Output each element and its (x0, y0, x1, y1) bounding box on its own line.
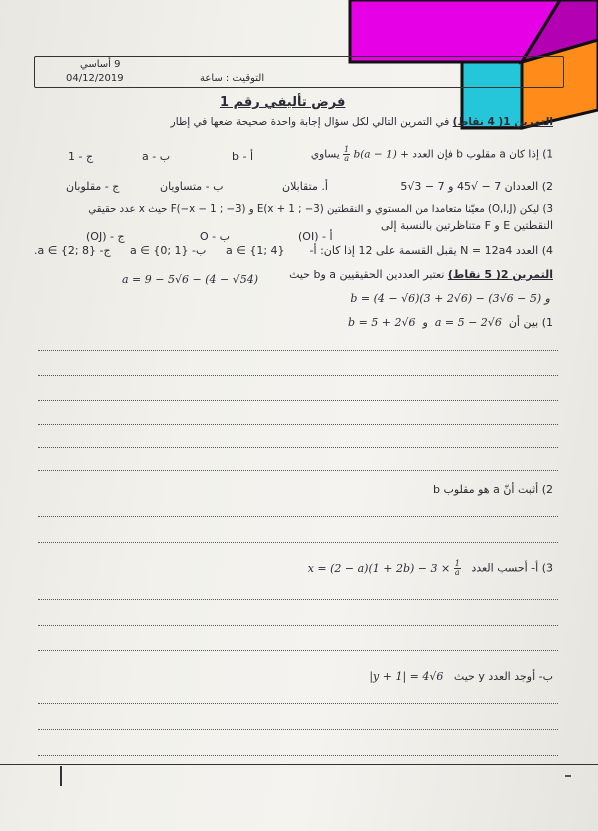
ex1-q1-expr: b(a − 1) + (353, 148, 409, 161)
ex2-q1 (348, 316, 553, 330)
answer-line[interactable] (38, 470, 558, 471)
ex1-q3-text: 3) ليكن (O,I,J) معيّنا متعامدا من المستوي و النقطتين E(x + 1 ; −3) و F(−x − 1 ; −3) حيث x عدد حقيقي (88, 204, 553, 215)
ex1-q1-option-a[interactable]: أ - b (232, 150, 254, 163)
exam-date: 04/12/2019 (66, 73, 124, 84)
ex1-q4-option-a[interactable]: a ∈ {1; 4} (226, 244, 285, 257)
answer-line[interactable] (38, 729, 558, 730)
answer-line[interactable] (38, 625, 558, 626)
ex1-q3-option-b[interactable]: ب - O (200, 230, 230, 243)
answer-line[interactable] (38, 350, 558, 351)
ex2-q1-a: a = 5 − 2√6 (434, 316, 502, 329)
ex2-b-definition: و b = (4 − √6)(3 + 2√6) − (3√6 − 5) (350, 292, 550, 305)
ex1-q4-option-b[interactable]: ب- a ∈ {0; 1} (130, 244, 207, 257)
ex1-q3-option-a[interactable]: أ - (OI) (298, 230, 333, 243)
ex1-q1-text: 1) إذا كان a مقلوب b فإن العدد (412, 148, 553, 161)
ex2-q3a-expr-wrap (307, 559, 461, 577)
page-bottom-rule (0, 764, 598, 765)
ex1-q1-fraction: $\frac{1}{a}$ (344, 145, 350, 163)
ex1-instruction: في التمرين التالي لكل سؤال إجابة واحدة صحيحة ضعها في إطار (170, 116, 450, 128)
answer-line[interactable] (38, 703, 558, 704)
answer-line[interactable] (38, 542, 558, 543)
ex1-q4-option-c[interactable]: ج- a ∈ {2; 8}. (34, 244, 111, 257)
ex2-q3a-fraction: $\frac{1}{a}$ (454, 559, 460, 577)
answer-line[interactable] (38, 447, 558, 448)
answer-line[interactable] (38, 400, 558, 401)
ex2-a-definition: a = 9 − 5√6 − (4 − √54) (122, 273, 258, 286)
ex2-q3b (369, 670, 553, 684)
ex2-heading: التمرين 2( 5 نقاط) (447, 268, 553, 281)
ex1-q3-option-c[interactable]: ج - (OJ) (86, 230, 125, 243)
ex1-q2-option-c[interactable]: ج - مقلوبان (66, 180, 120, 193)
ex1-q2-option-a[interactable]: أ. متقابلان (282, 180, 328, 193)
ex1-heading: التمرين 1( 4 نقاط) (452, 116, 553, 128)
ex1-header-line (171, 115, 553, 129)
answer-line[interactable] (38, 424, 558, 425)
ex2-q3a-expr: x = (2 − a)(1 + 2b) − 3 × (307, 561, 451, 575)
ex2-q1-b: b = 5 + 2√6 (348, 316, 416, 329)
ex2-q3b-expr: |y + 1| = 4√6 (369, 670, 444, 683)
ex2-q1-and: و (422, 316, 428, 329)
ex2-q3b-label: ب- أوجد العدد y حيث (453, 670, 553, 683)
ex2-q3a-label: 3) أ- أحسب العدد (471, 561, 553, 575)
ex1-q1-tail: يساوي (310, 148, 340, 161)
exam-title: فرض تأليفي رقم 1 (220, 95, 346, 110)
answer-line[interactable] (38, 516, 558, 517)
dash-mark (565, 775, 571, 777)
grade-level: 9 أساسي (80, 59, 121, 70)
ex2-header-line (289, 268, 553, 282)
ex1-q1 (311, 146, 553, 163)
ex1-q3-text2: النقطتين E و F متناظرتين بالنسبة إلى (380, 219, 553, 232)
ex1-q1-option-b[interactable]: ب - a (142, 150, 171, 163)
ex1-q4-text: 4) العدد N = 12a4 يقبل القسمة على 12 إذا كان: أ- (309, 244, 553, 257)
exam-duration: التوقيت : ساعة (200, 73, 265, 84)
ex1-q2-option-b[interactable]: ب - متساويان (160, 180, 224, 193)
ex2-q2: 2) أثبت أنّ a هو مقلوب b (433, 483, 553, 496)
answer-line[interactable] (38, 755, 558, 756)
ex1-q2-text: 2) العددان 7 − √45 و 7 − 3√5 (400, 180, 553, 193)
ex2-q3a (308, 560, 553, 577)
margin-mark (60, 766, 62, 786)
ex2-q1-label: 1) بين أن (508, 316, 553, 329)
answer-line[interactable] (38, 599, 558, 600)
answer-line[interactable] (38, 650, 558, 651)
ex2-intro: نعتبر العددين الحقيقيين a وb حيث (289, 268, 445, 281)
ex1-q1-option-c[interactable]: ج - 1 (68, 150, 94, 163)
answer-line[interactable] (38, 375, 558, 376)
